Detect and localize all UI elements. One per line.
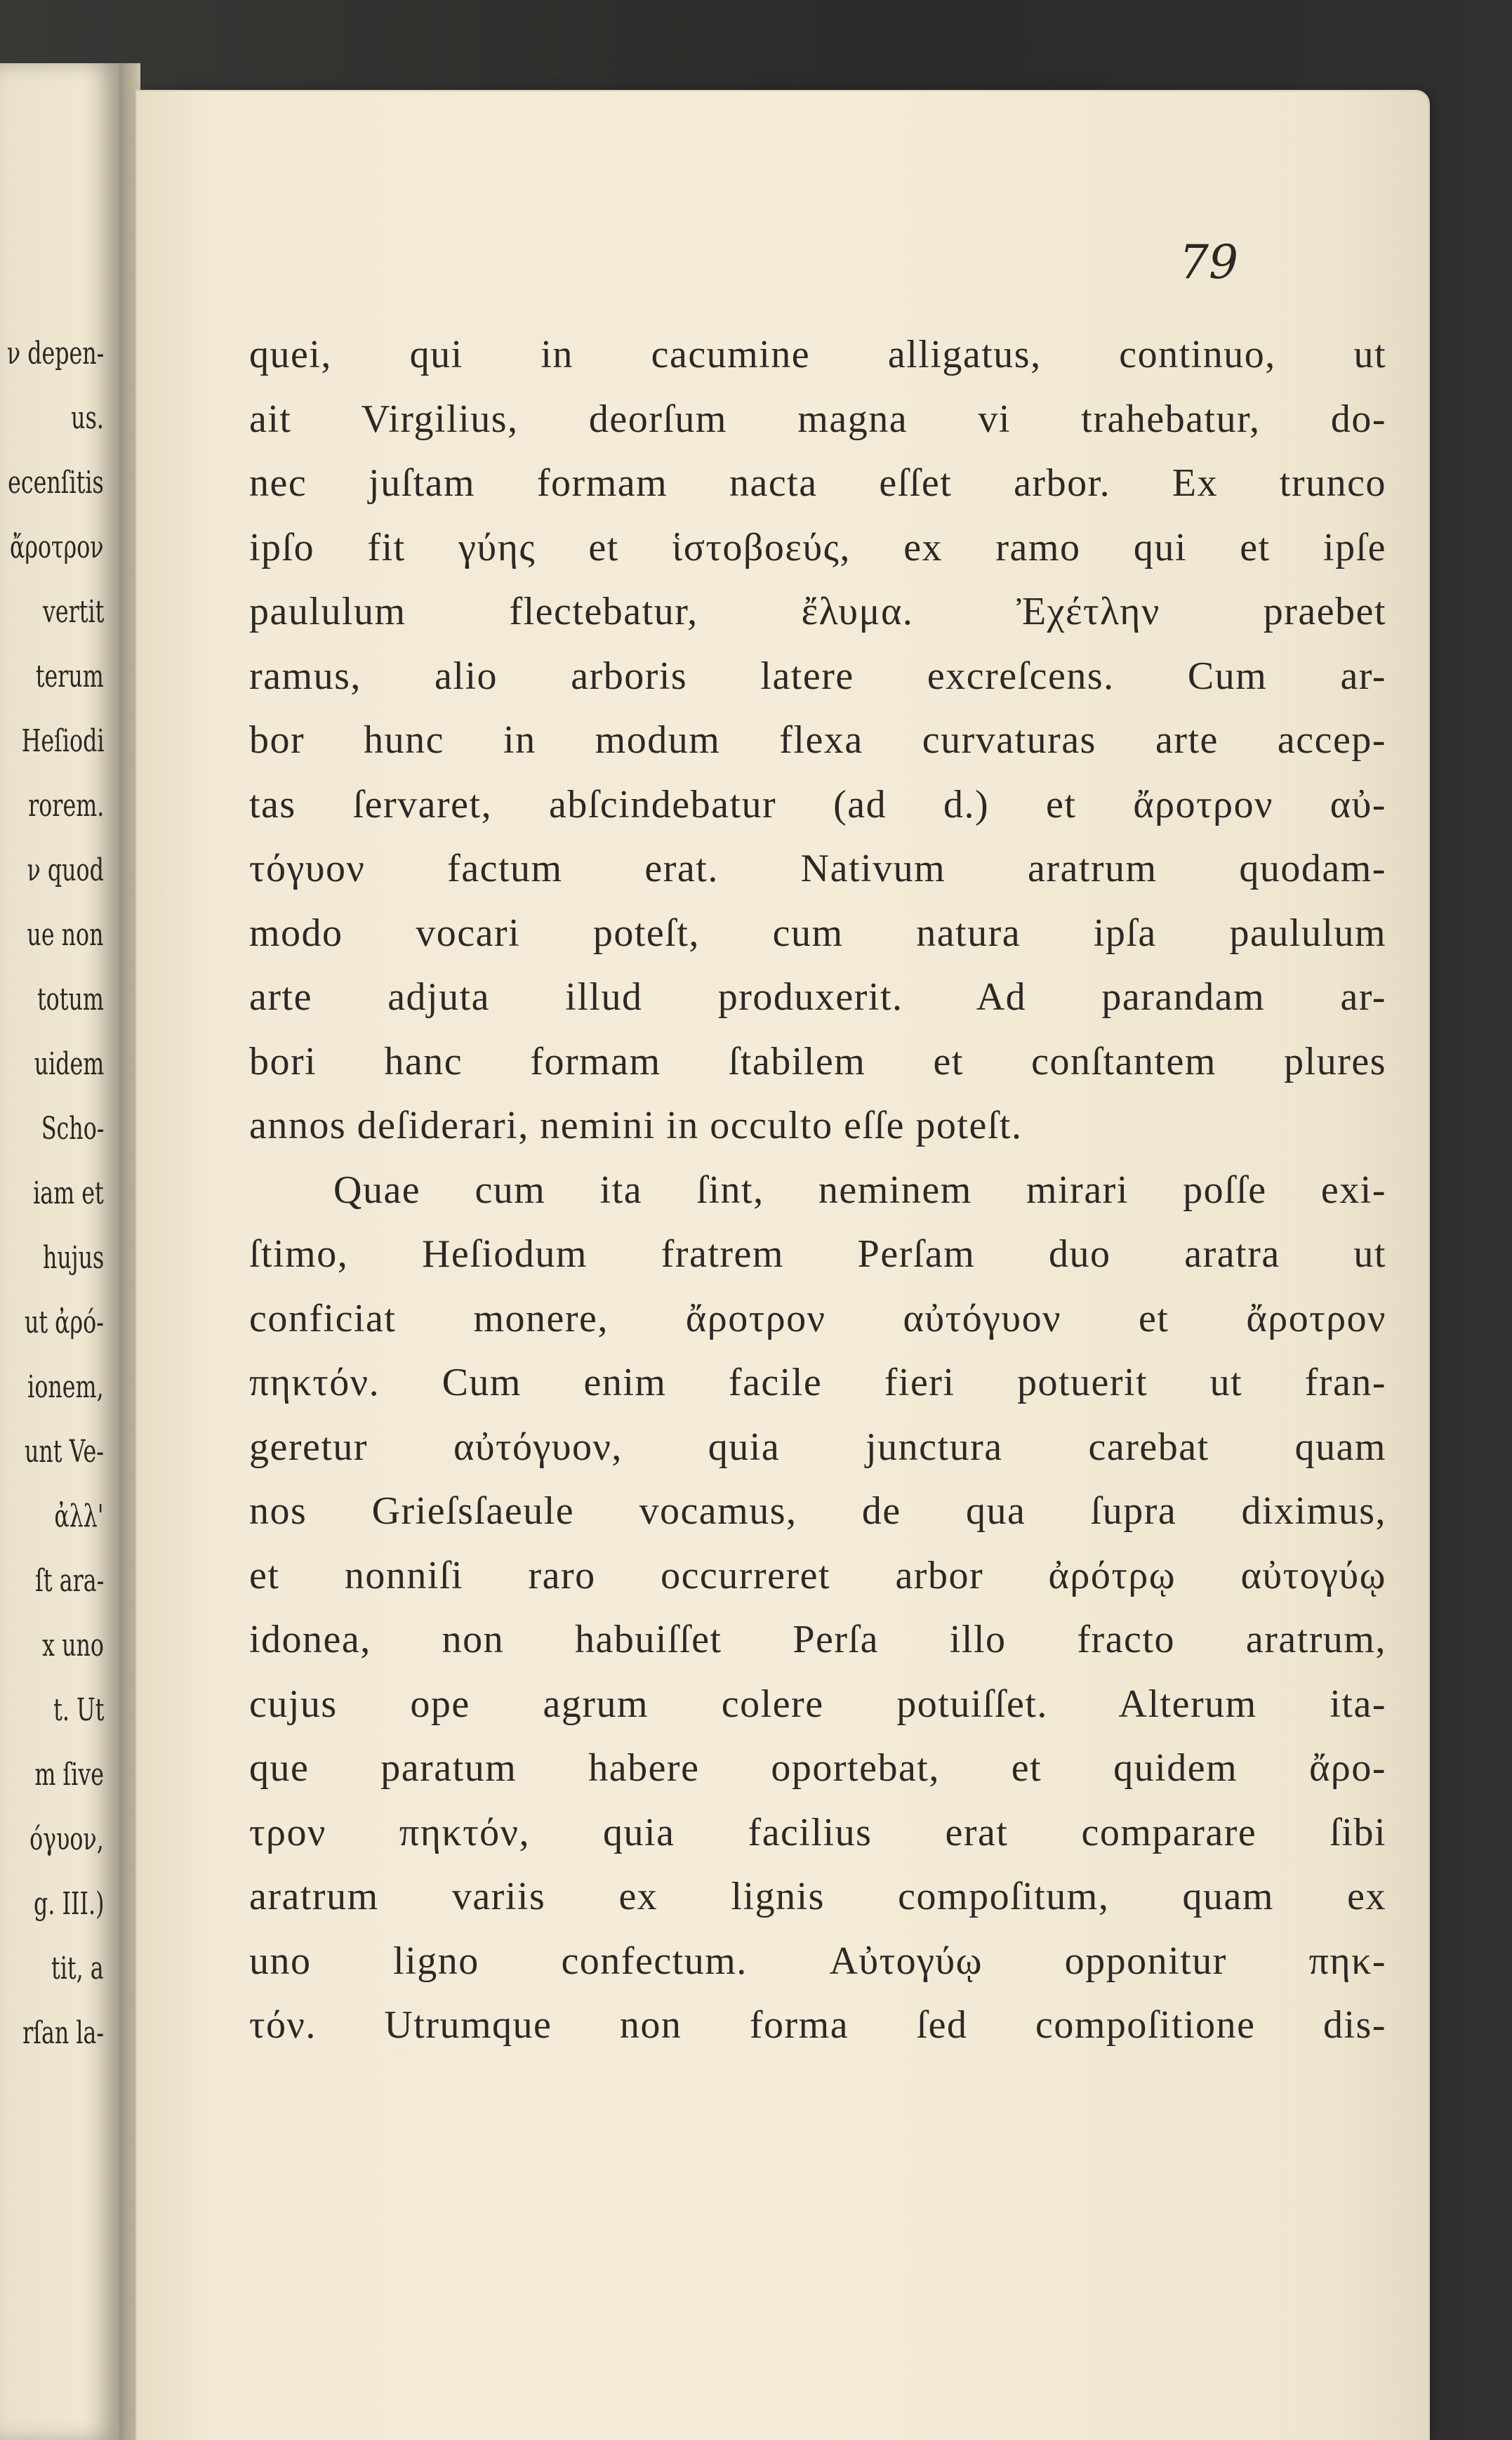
- left-page-line: g. III.): [33, 1886, 104, 1922]
- text-line: quei, qui in cacumine alligatus, continuo, ut: [249, 333, 1386, 376]
- text-line: ait Virgilius, deorſum magna vi trahebatur, do-: [249, 397, 1386, 441]
- text-line: uno ligno confectum. Αὐτογύῳ opponitur πηκ-: [249, 1939, 1386, 1983]
- page-number: 79: [1179, 235, 1238, 289]
- text-line: tas ſervaret, abſcindebatur (ad d.) et ἄροτρον αὐ-: [249, 782, 1386, 826]
- left-page-line: ἀλλ': [54, 1498, 104, 1534]
- left-page-fragment: [0, 63, 119, 2440]
- text-line: geretur αὐτόγυον, quia junctura carebat quam: [249, 1425, 1386, 1469]
- left-page-line: x uno: [42, 1628, 104, 1663]
- left-page-line: rorem.: [27, 788, 104, 824]
- left-page-line: rſan la-: [22, 2015, 104, 2051]
- left-page-line: m ſive: [34, 1757, 104, 1793]
- text-line: idonea, non habuiſſet Perſa illo fracto aratrum,: [249, 1618, 1386, 1661]
- left-page-line: ut ἀρό-: [24, 1305, 104, 1340]
- text-line: que paratum habere oportebat, et quidem ἄρο-: [249, 1746, 1386, 1790]
- left-page-line: tit, a: [51, 1951, 104, 1986]
- text-line: τρον πηκτόν, quia facilius erat comparare ſibi: [249, 1810, 1386, 1854]
- text-line: ramus, alio arboris latere excreſcens. Cum ar-: [249, 654, 1386, 698]
- text-line: τόν. Utrumque non forma ſed compoſitione dis-: [249, 2003, 1386, 2047]
- text-line: bori hanc formam ſtabilem et conſtantem plures: [249, 1039, 1386, 1083]
- text-line: modo vocari poteſt, cum natura ipſa paululum: [249, 911, 1386, 955]
- text-line: τόγυον factum erat. Nativum aratrum quodam-: [249, 847, 1386, 890]
- text-line: bor hunc in modum flexa curvaturas arte accep-: [249, 718, 1386, 762]
- left-page-line: t. Ut: [53, 1692, 104, 1728]
- left-page-line: us.: [71, 400, 104, 436]
- left-page-line: ἄροτρον: [10, 529, 104, 565]
- left-page-line: vertit: [42, 594, 104, 630]
- text-line: aratrum variis ex lignis compoſitum, quam ex: [249, 1875, 1386, 1918]
- text-line: nec juſtam formam nacta eſſet arbor. Ex trunco: [249, 461, 1386, 505]
- text-line: annos deſiderari, nemini in occulto eſſe poteſt.: [249, 1104, 1023, 1147]
- left-page-line: ſt ara-: [34, 1563, 104, 1599]
- text-line: conficiat monere, ἄροτρον αὐτόγυον et ἄροτρον: [249, 1296, 1386, 1340]
- text-line: πηκτόν. Cum enim facile fieri potuerit ut fran-: [249, 1361, 1386, 1404]
- left-page-line: totum: [37, 982, 104, 1017]
- left-page-line: iam et: [33, 1175, 104, 1211]
- left-page-line: ue non: [27, 917, 104, 953]
- text-line: paululum flectebatur, ἔλυμα. Ἐχέτλην praebet: [249, 590, 1386, 633]
- left-page-line: ν quod: [27, 852, 104, 888]
- body-text: [249, 323, 1386, 2058]
- text-line: et nonniſi raro occurreret arbor ἀρότρῳ αὐτογύῳ: [249, 1553, 1386, 1597]
- text-line: arte adjuta illud produxerit. Ad parandam ar-: [249, 975, 1386, 1019]
- text-line: ſtimo, Heſiodum fratrem Perſam duo aratra ut: [249, 1232, 1386, 1276]
- left-page-line: hujus: [42, 1240, 104, 1276]
- left-page-line: Scho-: [41, 1111, 104, 1147]
- paragraph-start-line: Quae cum ita ſint, neminem mirari poſſe exi-: [333, 1168, 1386, 1212]
- left-page-line: terum: [35, 659, 104, 694]
- text-line: cujus ope agrum colere potuiſſet. Alterum ita-: [249, 1682, 1386, 1726]
- left-page-line: uidem: [34, 1046, 104, 1082]
- left-page-line: Heſiodi: [21, 723, 104, 759]
- left-page-line: ecenſitis: [8, 465, 104, 501]
- left-page-line: unt Ve-: [24, 1434, 104, 1470]
- text-line: nos Grieſsſaeule vocamus, de qua ſupra diximus,: [249, 1489, 1386, 1533]
- left-page-line: ν depen-: [6, 336, 104, 371]
- text-line: ipſo fit γύης et ἱστοβοεύς, ex ramo qui et ipſe: [249, 525, 1386, 569]
- page-79: [137, 91, 1428, 2440]
- left-page-line: ionem,: [27, 1369, 104, 1405]
- left-page-line: όγυον,: [29, 1821, 104, 1857]
